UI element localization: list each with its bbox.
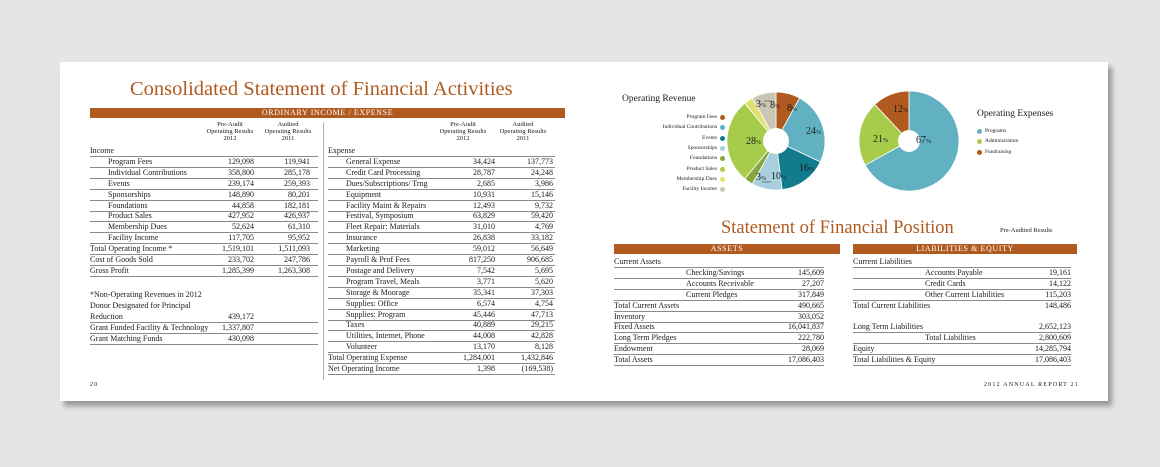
row-value-prior-year: 906,685 <box>527 255 553 264</box>
table-row <box>328 277 555 287</box>
table-row <box>90 146 318 156</box>
row-value: 28,069 <box>802 344 824 354</box>
row-value-prior-year: 3,986 <box>535 178 553 188</box>
legend-label: Product Sales <box>686 165 717 172</box>
table-row <box>90 233 318 243</box>
legend-item <box>688 145 717 152</box>
table-row <box>328 233 555 243</box>
row-label: Events <box>108 178 130 188</box>
row-separator <box>614 365 824 366</box>
row-value: 14,122 <box>1049 278 1071 288</box>
row-value-prior-year: 182,181 <box>284 200 310 210</box>
row-label: Total Liabilities & Equity <box>853 355 936 365</box>
pie-data-label: 8% <box>787 103 797 114</box>
table-row <box>853 257 1071 267</box>
column-divider <box>323 122 324 380</box>
row-separator <box>853 365 1071 366</box>
row-value: 10,931 <box>473 189 495 199</box>
table-row <box>614 322 824 332</box>
legend-item <box>985 149 1011 156</box>
pre-audited-note: Pre-Audited Results <box>1000 227 1053 234</box>
row-value-prior-year: 42,828 <box>531 331 553 341</box>
table-row <box>614 290 824 300</box>
row-label: Supplies: Program <box>346 309 406 319</box>
table-row <box>328 255 555 265</box>
pie-data-label: 16% <box>799 163 814 174</box>
row-value: 44,858 <box>232 200 254 210</box>
table-row <box>614 279 824 289</box>
row-value: 31,010 <box>473 222 495 232</box>
row-label: Current Liabilities <box>853 257 912 266</box>
row-label: Grant Funded Facility & Technology <box>90 322 209 332</box>
legend-item <box>687 166 717 173</box>
page-title: Consolidated Statement of Financial Activities <box>130 78 513 100</box>
row-value-prior-year: 47,713 <box>531 309 553 319</box>
legend-label: Fundraising <box>985 148 1012 155</box>
row-value-prior-year: 1,263,308 <box>278 265 310 275</box>
table-row <box>614 268 824 278</box>
legend-item <box>985 128 1006 135</box>
table-row <box>90 157 318 167</box>
row-value: 1,519,101 <box>222 244 254 254</box>
row-value-prior-year: 259,393 <box>284 178 310 188</box>
row-label: Taxes <box>346 320 365 330</box>
legend-swatch <box>720 146 725 151</box>
table-row <box>328 331 555 341</box>
row-value: 7,542 <box>477 265 495 275</box>
row-label: Current Assets <box>614 257 661 266</box>
table-row <box>328 146 555 156</box>
row-value: 26,838 <box>473 233 495 243</box>
row-value: 59,012 <box>473 244 495 254</box>
row-label: Fixed Assets <box>614 322 655 332</box>
row-value: 1,337,807 <box>222 322 254 332</box>
row-label: Accounts Payable <box>925 267 983 277</box>
row-label: Membership Dues <box>108 222 167 232</box>
table-row <box>328 310 555 320</box>
row-value: 317,849 <box>798 289 824 299</box>
pie-data-label: 21% <box>873 134 888 145</box>
row-value: 233,702 <box>228 255 254 264</box>
row-label: Equipment <box>346 189 382 199</box>
row-label: General Expense <box>346 156 401 166</box>
legend-swatch <box>720 115 725 120</box>
legend-item <box>702 135 717 142</box>
row-value-prior-year: (169,538) <box>521 364 553 373</box>
legend-label: Administration <box>985 138 1019 145</box>
table-row <box>90 255 318 265</box>
row-label: Individual Contributions <box>108 167 187 177</box>
legend-swatch <box>720 177 725 182</box>
table-row <box>90 334 318 344</box>
row-value: 1,284,001 <box>463 353 495 363</box>
page-footer-right: 2012 ANNUAL REPORT 21 <box>984 382 1080 388</box>
row-label: Program Fees <box>108 156 153 166</box>
row-value: 6,574 <box>477 298 495 308</box>
row-value-prior-year: 15,146 <box>531 189 553 199</box>
pie-data-label: 3% <box>756 172 766 183</box>
row-value-prior-year: 1,511,093 <box>278 244 310 254</box>
row-value-prior-year: 80,201 <box>288 189 310 199</box>
row-value: 817,250 <box>469 255 495 264</box>
row-label: Other Current Liabilities <box>925 289 1005 299</box>
row-value: 12,493 <box>473 200 495 210</box>
row-value: 129,098 <box>228 156 254 166</box>
row-label: Storage & Moorage <box>346 287 410 297</box>
row-label: Volunteer <box>346 342 377 352</box>
ordinary-income-expense-band: ORDINARY INCOME / EXPENSE <box>90 108 565 118</box>
row-label: Marketing <box>346 244 380 254</box>
row-value: 34,424 <box>473 156 495 166</box>
table-row <box>328 299 555 309</box>
row-value: 17,086,403 <box>1035 355 1071 365</box>
legend-label: Events <box>702 134 717 141</box>
financial-position-title: Statement of Financial Position <box>721 218 954 238</box>
row-label: Income <box>90 146 114 155</box>
row-value-prior-year: 8,128 <box>535 342 553 352</box>
pie-data-label: 3% <box>756 99 766 110</box>
row-value: 28,787 <box>473 167 495 177</box>
table-row <box>853 268 1071 278</box>
legend-label: Facility Income <box>682 186 717 193</box>
row-value: 148,486 <box>1045 300 1071 310</box>
table-row <box>328 288 555 298</box>
row-label: Total Operating Expense <box>328 353 408 363</box>
row-separator <box>328 374 555 375</box>
table-row <box>90 190 318 200</box>
row-label: *Non-Operating Revenues in 2012 <box>90 290 202 299</box>
row-value: 44,008 <box>473 331 495 341</box>
liabilities-equity-band: LIABILITIES & EQUITY <box>853 244 1077 254</box>
row-label: Festival, Symposium <box>346 211 414 221</box>
legend-swatch <box>977 139 982 144</box>
pie-data-label: 10% <box>771 171 786 182</box>
row-label: Total Liabilities <box>925 333 976 343</box>
table-row <box>328 353 555 363</box>
row-label: Foundations <box>108 200 148 210</box>
row-value-prior-year: 59,420 <box>531 211 553 221</box>
table-row <box>614 312 824 322</box>
row-label: Long Term Pledges <box>614 333 677 343</box>
table-row <box>853 322 1071 332</box>
pie-data-label: 67% <box>916 135 931 146</box>
row-value: 16,041,837 <box>788 322 824 332</box>
table-row <box>90 222 318 232</box>
row-value: 222,780 <box>798 333 824 343</box>
table-row <box>328 320 555 330</box>
table-row <box>614 257 824 267</box>
row-value: 40,889 <box>473 320 495 330</box>
legend-label: Membership Dues <box>676 175 717 182</box>
row-value: 358,800 <box>228 167 254 177</box>
legend-swatch <box>977 150 982 155</box>
table-row <box>328 168 555 178</box>
table-row <box>90 179 318 189</box>
row-label: Gross Profit <box>90 265 129 275</box>
row-label: Fleet Repair: Materials <box>346 222 420 232</box>
row-label: Endowment <box>614 344 653 354</box>
row-separator <box>90 344 318 345</box>
legend-item <box>687 114 717 121</box>
table-row <box>90 266 318 276</box>
row-value-prior-year: 4,769 <box>535 222 553 232</box>
row-label: Program Travel, Meals <box>346 276 420 286</box>
table-row <box>328 190 555 200</box>
table-row <box>853 355 1071 365</box>
row-value: 145,609 <box>798 267 824 277</box>
row-label: Utilities, Internet, Phone <box>346 331 425 341</box>
table-row <box>328 342 555 352</box>
row-label: Sponsorships <box>108 189 151 199</box>
row-label: Inventory <box>614 311 646 321</box>
legend-swatch <box>720 187 725 192</box>
row-label: Donor Designated for Principal <box>90 300 191 310</box>
table-row <box>328 179 555 189</box>
row-value: 2,800,609 <box>1039 333 1071 343</box>
row-value: 490,665 <box>798 300 824 310</box>
row-value: 2,652,123 <box>1039 322 1071 332</box>
pie-data-label: 28% <box>746 136 761 147</box>
row-value-prior-year: 137,773 <box>527 156 553 166</box>
table-row <box>614 333 824 343</box>
row-label: Postage and Delivery <box>346 265 415 275</box>
row-label: Grant Matching Funds <box>90 333 163 343</box>
table-row <box>328 211 555 221</box>
row-value: 52,624 <box>232 222 254 232</box>
legend-item <box>985 138 1018 145</box>
row-label: Facility Income <box>108 233 159 243</box>
table-row <box>328 266 555 276</box>
row-value: 439,172 <box>228 311 254 321</box>
row-value: 35,341 <box>473 287 495 297</box>
legend-item <box>682 186 717 193</box>
row-value: 3,771 <box>477 276 495 286</box>
row-value: 148,890 <box>228 189 254 199</box>
row-value-prior-year: 119,941 <box>284 156 310 166</box>
row-value-prior-year: 247,786 <box>284 255 310 264</box>
report-spread <box>60 62 1108 401</box>
row-label: Expense <box>328 146 356 155</box>
row-label: Payroll & Prof Fees <box>346 255 410 264</box>
table-row <box>614 355 824 365</box>
table-row <box>90 201 318 211</box>
row-value-prior-year: 5,695 <box>535 265 553 275</box>
row-label: Dues/Subscriptions/ Trng <box>346 178 428 188</box>
table-row <box>90 290 318 300</box>
row-value-prior-year: 29,215 <box>531 320 553 330</box>
table-row <box>90 312 318 322</box>
row-value: 17,086,403 <box>788 355 824 365</box>
row-value: 63,829 <box>473 211 495 221</box>
legend-label: Program Fees <box>686 114 717 120</box>
legend-swatch <box>720 167 725 172</box>
row-value: 115,203 <box>1045 289 1071 299</box>
row-label: Facility Maint & Repairs <box>346 200 427 210</box>
row-label: Total Assets <box>614 355 653 365</box>
table-row <box>328 201 555 211</box>
legend-item <box>663 124 717 131</box>
table-row <box>90 211 318 221</box>
legend-swatch <box>720 125 725 130</box>
row-value: 1,398 <box>477 364 495 373</box>
row-label: Total Operating Income * <box>90 244 173 254</box>
row-label: Total Current Liabilities <box>853 300 931 310</box>
row-label: Reduction <box>90 311 123 321</box>
row-value-prior-year: 33,182 <box>531 233 553 243</box>
row-label: Current Pledges <box>686 289 738 299</box>
table-row <box>614 301 824 311</box>
table-row <box>90 168 318 178</box>
expense-pre-audit-header: Pre-Audit Operating Results 2012 <box>439 121 487 142</box>
right-page <box>584 62 1108 401</box>
row-value-prior-year: 24,248 <box>531 167 553 177</box>
table-row <box>90 301 318 311</box>
legend-swatch <box>720 136 725 141</box>
row-label: Credit Cards <box>925 278 966 288</box>
table-row <box>90 323 318 333</box>
table-row <box>853 344 1071 354</box>
row-value: 13,170 <box>473 342 495 352</box>
row-value: 430,098 <box>228 333 254 343</box>
row-value-prior-year: 426,937 <box>284 211 310 221</box>
row-separator <box>90 276 318 277</box>
row-label: Supplies: Office <box>346 298 399 308</box>
row-value-prior-year: 285,178 <box>284 167 310 177</box>
row-value: 27,207 <box>802 278 824 288</box>
table-row <box>853 290 1071 300</box>
row-value: 427,952 <box>228 211 254 221</box>
assets-band: ASSETS <box>614 244 840 254</box>
pie-data-label: 24% <box>806 126 821 137</box>
table-row <box>853 301 1071 311</box>
table-row <box>328 222 555 232</box>
row-value-prior-year: 37,303 <box>531 287 553 297</box>
row-label: Checking/Savings <box>686 267 745 277</box>
legend-label: Individual Contributions <box>662 124 717 131</box>
table-row <box>90 244 318 254</box>
left-page <box>60 62 584 401</box>
pie-center-hole <box>763 128 789 154</box>
row-label: Product Sales <box>108 211 152 221</box>
operating-revenue-title: Operating Revenue <box>622 94 696 104</box>
row-label: Net Operating Income <box>328 364 400 373</box>
expense-audited-header: Audited Operating Results 2011 <box>499 121 547 142</box>
page-number-left: 20 <box>90 382 99 388</box>
row-value: 303,052 <box>798 311 824 321</box>
row-value: 117,705 <box>228 233 254 243</box>
row-label: Cost of Goods Sold <box>90 255 153 264</box>
pie-data-label: 8% <box>770 100 780 111</box>
row-label: Accounts Receivable <box>686 278 754 288</box>
row-value-prior-year: 1,432,846 <box>521 353 553 363</box>
row-label: Credit Card Processing <box>346 167 421 177</box>
legend-swatch <box>720 156 725 161</box>
row-value-prior-year: 61,310 <box>288 222 310 232</box>
row-value: 19,161 <box>1049 267 1071 277</box>
income-pre-audit-header: Pre-Audit Operating Results 2012 <box>206 121 254 142</box>
row-label: Insurance <box>346 233 378 243</box>
table-row <box>614 344 824 354</box>
row-value: 239,174 <box>228 178 254 188</box>
row-label: Equity <box>853 344 875 354</box>
income-audited-header: Audited Operating Results 2011 <box>264 121 312 142</box>
row-label: Total Current Assets <box>614 300 680 310</box>
row-value-prior-year: 5,620 <box>535 276 553 286</box>
row-value: 2,685 <box>477 178 495 188</box>
legend-item <box>690 155 717 162</box>
table-row <box>853 312 1071 322</box>
legend-label: Foundations <box>689 155 717 162</box>
legend-item <box>677 176 717 183</box>
pie-data-label: 12% <box>893 104 908 115</box>
table-row <box>328 364 555 374</box>
table-row <box>853 279 1071 289</box>
row-value-prior-year: 56,649 <box>531 244 553 254</box>
legend-label: Sponsorships <box>687 144 717 151</box>
legend-label: Programs <box>985 128 1007 134</box>
row-value: 45,446 <box>473 309 495 319</box>
table-row <box>853 333 1071 343</box>
table-row <box>328 244 555 254</box>
row-value-prior-year: 95,952 <box>288 233 310 243</box>
legend-swatch <box>977 129 982 134</box>
row-value: 14,285,794 <box>1035 344 1071 354</box>
row-value-prior-year: 4,754 <box>535 298 553 308</box>
operating-expenses-title: Operating Expenses <box>977 109 1054 119</box>
row-value: 1,285,399 <box>222 265 254 275</box>
row-label: Long Term Liabilities <box>853 322 923 332</box>
table-row <box>328 157 555 167</box>
row-value-prior-year: 9,732 <box>535 200 553 210</box>
